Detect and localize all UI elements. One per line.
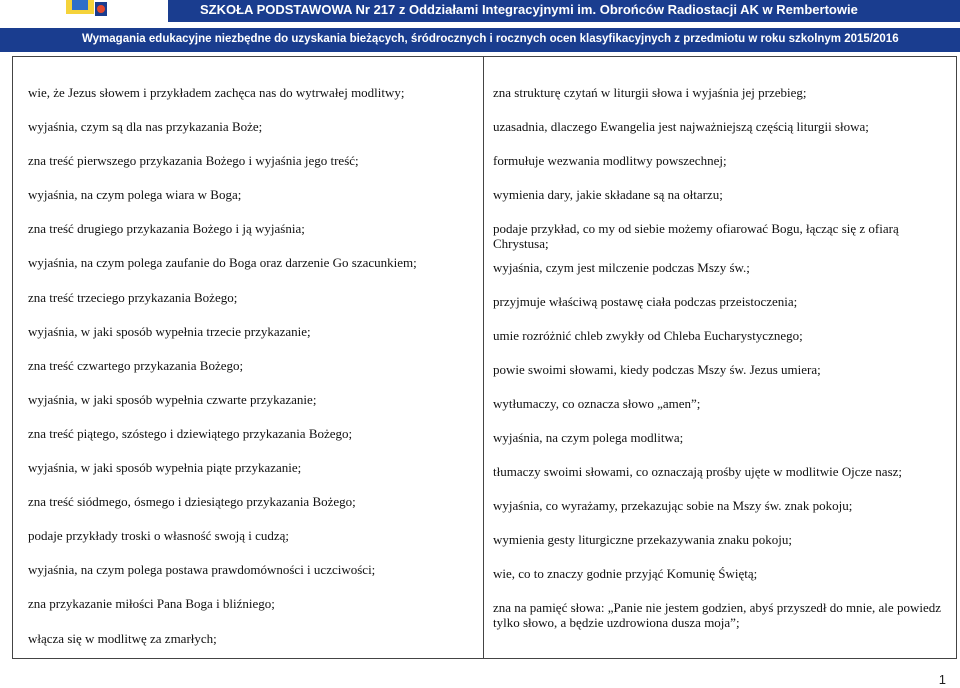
list-item: wyjaśnia, na czym polega postawa prawdomówności i uczciwości; xyxy=(28,562,376,578)
list-item: wyjaśnia, na czym polega zaufanie do Boga oraz darzenie Go szacunkiem; xyxy=(28,255,417,271)
list-item: tłumaczy swoimi słowami, co oznaczają prośby ujęte w modlitwie Ojcze nasz; xyxy=(493,464,903,479)
school-logo xyxy=(64,0,114,20)
list-item: podaje przykład, co my od siebie możemy ofiarować Bogu, łącząc się z ofiarą Chrystusa; xyxy=(493,221,899,251)
list-item: zna strukturę czytań w liturgii słowa i wyjaśnia jej przebieg; xyxy=(493,85,807,100)
right-column xyxy=(484,57,956,658)
list-item: zna treść czwartego przykazania Bożego; xyxy=(28,357,244,373)
list-item: formułuje wezwania modlitwy powszechnej; xyxy=(493,153,727,168)
list-item: zna na pamięć słowa: „Panie nie jestem godzien, abyś przyszedł do mnie, ale powiedz tylko słowo, a będzie uzdrowiona dusza moja”; xyxy=(493,600,941,630)
list-item: wyjaśnia, na czym polega wiara w Boga; xyxy=(28,187,242,203)
list-item: zna treść trzeciego przykazania Bożego; xyxy=(28,289,238,305)
list-item: zna treść drugiego przykazania Bożego i ją wyjaśnia; xyxy=(28,221,305,237)
list-item: powie swoimi słowami, kiedy podczas Mszy św. Jezus umiera; xyxy=(493,362,821,377)
requirements-table xyxy=(12,56,957,659)
school-name: SZKOŁA PODSTAWOWA Nr 217 z Oddziałami Integracyjnymi im. Obrońców Radiostacji AK w Rembertowie xyxy=(200,2,858,17)
list-item: podaje przykłady troski o własność swoją i cudzą; xyxy=(28,528,290,544)
page-header xyxy=(0,0,960,54)
list-item: przyjmuje właściwą postawę ciała podczas przeistoczenia; xyxy=(493,294,798,309)
list-item: wyjaśnia, co wyrażamy, przekazując sobie na Mszy św. znak pokoju; xyxy=(493,498,853,513)
document-subtitle: Wymagania edukacyjne niezbędne do uzyskania bieżących, śródrocznych i rocznych ocen klasyfikacyjnych z przedmiotu w roku szkolnym 2015/2016 xyxy=(82,33,899,45)
list-item: wymienia gesty liturgiczne przekazywania znaku pokoju; xyxy=(493,532,793,547)
list-item: wyjaśnia, czym są dla nas przykazania Boże; xyxy=(28,119,263,135)
list-item: wyjaśnia, w jaki sposób wypełnia czwarte przykazanie; xyxy=(28,391,317,407)
page-number: 1 xyxy=(938,672,946,687)
list-item: wytłumaczy, co oznacza słowo „amen”; xyxy=(493,396,701,411)
list-item: wie, co to znaczy godnie przyjąć Komunię Świętą; xyxy=(493,566,758,581)
list-item: zna treść pierwszego przykazania Bożego i wyjaśnia jego treść; xyxy=(28,153,359,169)
list-item: wyjaśnia, w jaki sposób wypełnia piąte przykazanie; xyxy=(28,460,302,476)
list-item: wyjaśnia, czym jest milczenie podczas Mszy św.; xyxy=(493,260,750,275)
list-item: wyjaśnia, na czym polega modlitwa; xyxy=(493,430,684,445)
list-item: uzasadnia, dlaczego Ewangelia jest najważniejszą częścią liturgii słowa; xyxy=(493,119,869,134)
list-item: wymienia dary, jakie składane są na ołtarzu; xyxy=(493,187,723,202)
subtitle-band xyxy=(0,28,960,52)
left-column xyxy=(13,57,484,658)
list-item: włącza się w modlitwę za zmarłych; xyxy=(28,630,217,646)
list-item: zna treść siódmego, ósmego i dziesiątego przykazania Bożego; xyxy=(28,494,356,510)
list-item: wyjaśnia, w jaki sposób wypełnia trzecie przykazanie; xyxy=(28,323,311,339)
list-item: umie rozróżnić chleb zwykły od Chleba Eucharystycznego; xyxy=(493,328,803,343)
list-item: zna przykazanie miłości Pana Boga i bliźniego; xyxy=(28,596,275,612)
list-item: wie, że Jezus słowem i przykładem zachęca nas do wytrwałej modlitwy; xyxy=(28,85,405,100)
list-item: zna treść piątego, szóstego i dziewiątego przykazania Bożego; xyxy=(28,425,353,441)
